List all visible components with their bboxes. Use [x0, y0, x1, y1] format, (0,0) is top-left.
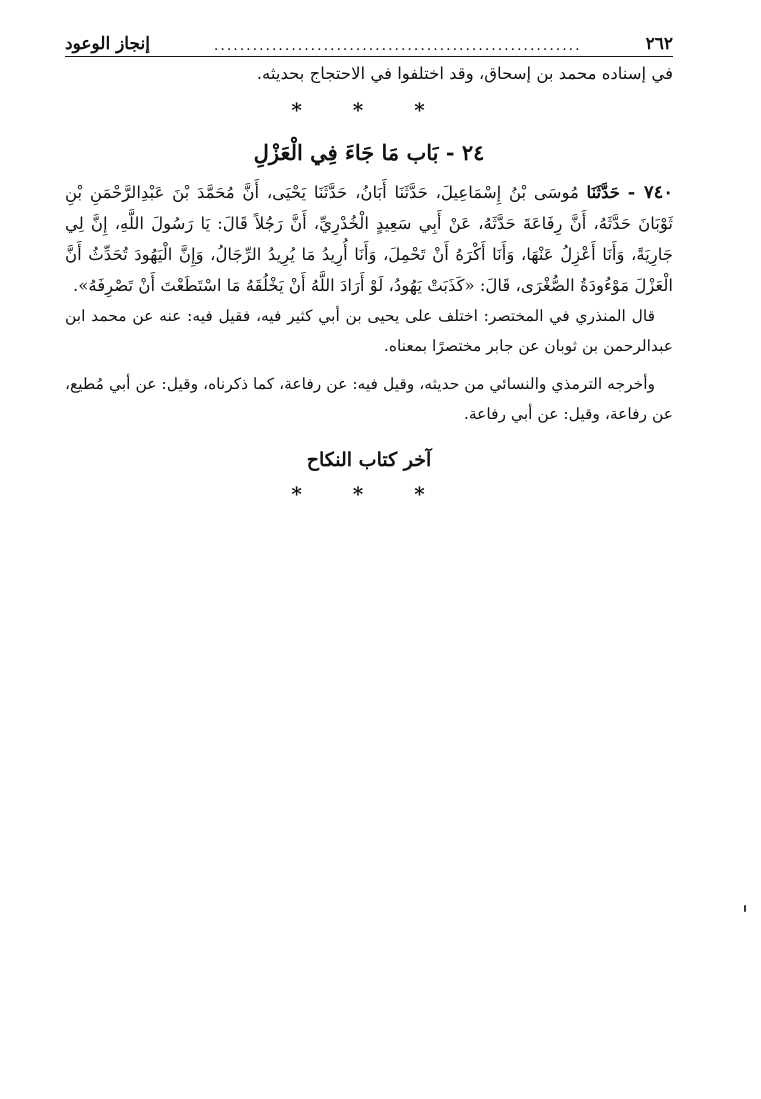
running-header	[65, 28, 673, 57]
page-body	[65, 58, 673, 509]
hadith-opener: حَدَّثَنَا	[586, 183, 621, 202]
hadith-paragraph	[65, 177, 673, 301]
end-of-book-title: آخر كتاب النكاح	[306, 449, 432, 471]
chapter-title: ٢٤ - بَاب مَا جَاءَ فِي الْعَزْلِ	[253, 140, 485, 165]
hadith-number: ٧٤٠ -	[627, 182, 673, 203]
book-title: إنجاز الوعود	[65, 34, 150, 54]
hadith-text: مُوسَى بْنُ إِسْمَاعِيلَ، حَدَّثَنَا أَبَانُ، حَدَّثَنَا يَحْيَى، أَنَّ مُحَمَّدَ بْنَ عَبْدِالرَّحْمَنِ بْنِ ثَوْبَانَ حَدَّثَهُ، أَنَّ رِفَاعَةَ حَدَّثَهُ، عَنْ أَبِي سَعِيدٍ الْخُدْرِيِّ، أَنَّ رَجُلاً قَالَ: يَا رَسُولَ اللَّهِ، إِنَّ لِي جَارِيَةً، وَأَنَا أَعْزِلُ عَنْهَا، وَأَنَا أَكْرَهُ أَنْ تَحْمِلَ، وَأَنَا أُرِيدُ مَا يُرِيدُ الرِّجَالُ، وَإِنَّ الْيَهُودَ تُحَدِّثُ أَنَّ الْعَزْلَ مَوْءُودَةُ الصُّغْرَى، قَالَ: «كَذَبَتْ يَهُودُ، لَوْ أَرَادَ اللَّهُ أَنْ يَخْلُقَهُ مَا اسْتَطَعْتَ أَنْ تَصْرِفَهُ».	[65, 183, 673, 295]
page-number: ٢٦٢	[645, 34, 673, 54]
end-stars: * * *	[291, 482, 447, 506]
commentary-note-2: وأخرجه الترمذي والنسائي من حديثه، وقيل فيه: عن رفاعة، كما ذكرناه، وقيل: عن أبي مُطيع، عن رفاعة، وقيل: عن أبي رفاعة.	[65, 375, 673, 423]
previous-text: في إسناده محمد بن إسحاق، وقد اختلفوا في الاحتجاج بحديثه.	[256, 64, 673, 83]
separator-stars: * * *	[291, 98, 447, 122]
header-leader-dots: .........................................................	[213, 38, 582, 54]
margin-mark	[744, 905, 746, 912]
commentary-note-1: قال المنذري في المختصر: اختلف على يحيى بن أبي كثير فيه، فقيل فيه: عنه عن محمد ابن عبدالرحمن بن ثوبان عن جابر مختصرًا بمعناه.	[65, 307, 673, 355]
